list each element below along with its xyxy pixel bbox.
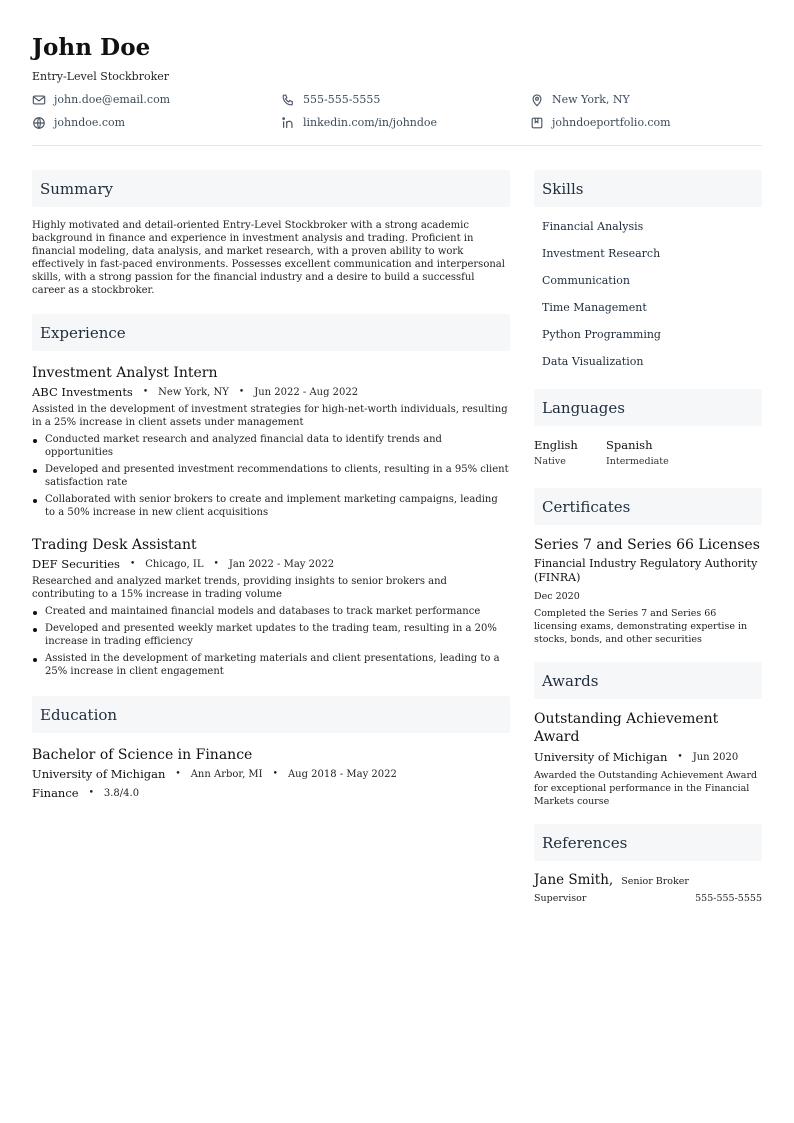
skill-chip: Financial Analysis [534, 215, 651, 238]
contact-linkedin-text: linkedin.com/in/johndoe [303, 116, 438, 129]
reference-phone: 555-555-5555 [695, 893, 762, 904]
contact-phone[interactable] [281, 93, 530, 106]
bullet-item: Developed and presented weekly market updates to the trading team, resulting in a 20% increase in trading efficiency [32, 622, 510, 648]
job-dates: Jun 2022 - Aug 2022 [254, 387, 359, 398]
language-item [534, 438, 606, 468]
skill-chip: Communication [534, 269, 638, 292]
education-heading: Education [32, 696, 510, 733]
contact-email-text: john.doe@email.com [54, 93, 171, 106]
education-dates: Aug 2018 - May 2022 [287, 769, 397, 780]
contact-location [530, 93, 762, 106]
reference-name: Jane Smith, [534, 872, 614, 888]
summary-heading: Summary [32, 170, 510, 207]
location-icon [530, 93, 544, 107]
award-description: Awarded the Outstanding Achievement Award for exceptional performance in the Financial Markets course [534, 770, 758, 807]
languages-list [534, 438, 762, 468]
separator-dot: • [175, 769, 181, 779]
bullet-item: Collaborated with senior brokers to create and implement marketing campaigns, leading to a 50% increase in new client acquisitions [32, 493, 510, 519]
separator-dot: • [129, 559, 136, 569]
skill-chip: Python Programming [534, 323, 669, 346]
job-location: Chicago, IL [145, 559, 204, 570]
bullet-item: Assisted in the development of marketing materials and client presentations, leading to a 25% increase in client engagement [32, 652, 510, 678]
separator-dot: • [142, 387, 149, 397]
header-divider [32, 145, 762, 146]
language-name: Spanish [606, 438, 653, 452]
award-issuer: University of Michigan [534, 750, 668, 764]
separator-dot: • [88, 788, 94, 798]
job-bullets [32, 433, 510, 519]
school-name: University of Michigan [32, 767, 166, 781]
contact-location-text: New York, NY [552, 93, 630, 106]
candidate-name: John Doe [32, 34, 151, 61]
contact-website-text: johndoe.com [54, 116, 126, 129]
reference-details [534, 893, 762, 904]
experience-heading: Experience [32, 314, 510, 351]
portfolio-icon [530, 116, 544, 130]
mail-icon [32, 93, 46, 107]
contact-list [32, 93, 762, 129]
separator-dot: • [272, 769, 278, 779]
reference-role: Senior Broker [621, 876, 689, 887]
job-description: Researched and analyzed market trends, providing insights to senior brokers and contributing to a 15% increase in trading volume [32, 576, 447, 600]
degree-title: Bachelor of Science in Finance [32, 747, 253, 763]
skill-chip: Data Visualization [534, 350, 651, 373]
contact-portfolio-text: johndoeportfolio.com [552, 116, 671, 129]
side-column [534, 170, 762, 904]
education-details [32, 787, 510, 800]
reference-relation: Supervisor [534, 893, 587, 904]
bullet-item: Conducted market research and analyzed financial data to identify trends and opportunities [32, 433, 510, 459]
job-bullets [32, 605, 510, 678]
contact-portfolio[interactable] [530, 116, 762, 129]
certificate-entry [534, 536, 762, 646]
job-dates: Jan 2022 - May 2022 [228, 559, 335, 570]
main-column [32, 170, 510, 800]
award-date: Jun 2020 [692, 752, 739, 763]
education-meta [32, 768, 510, 781]
job-title: Trading Desk Assistant [32, 537, 197, 553]
certificate-title: Series 7 and Series 66 Licenses [534, 537, 760, 553]
globe-icon [32, 116, 46, 130]
languages-heading: Languages [534, 389, 762, 426]
award-title: Outstanding Achievement Award [534, 711, 719, 745]
contact-linkedin[interactable] [281, 116, 530, 129]
job-location: New York, NY [158, 387, 229, 398]
job-meta [32, 386, 510, 399]
contact-email[interactable] [32, 93, 281, 106]
award-entry [534, 710, 762, 808]
resume-header [32, 34, 762, 146]
linkedin-icon [281, 116, 295, 130]
reference-header [534, 872, 762, 889]
award-meta [534, 751, 762, 764]
candidate-headline: Entry-Level Stockbroker [32, 70, 170, 83]
awards-heading: Awards [534, 662, 762, 699]
skills-heading: Skills [534, 170, 762, 207]
certificate-description: Completed the Series 7 and Series 66 licensing exams, demonstrating expertise in stocks, bonds, and other securities [534, 608, 748, 645]
contact-phone-text: 555-555-5555 [303, 93, 381, 106]
certificate-issuer: Financial Industry Regulatory Authority (FINRA) [534, 557, 758, 584]
separator-dot: • [677, 752, 683, 762]
language-level: Intermediate [606, 456, 669, 467]
experience-entry [32, 365, 510, 519]
language-item [606, 438, 678, 468]
job-meta [32, 558, 510, 571]
experience-entry [32, 537, 510, 678]
skills-list [534, 215, 762, 377]
reference-entry [534, 872, 762, 904]
summary-text: Highly motivated and detail-oriented Entry-Level Stockbroker with a strong academic background in finance and experience in investment analysis and trading. Proficient in financial modeling, data analysis, and market research, with a proven ability to work effectively in fast-paced environments. Possesses excellent communication and interpersonal skills, with a strong passion for the financial industry and a desire to build a successful career as a stockbroker. [32, 220, 505, 296]
language-name: English [534, 438, 578, 452]
bullet-item: Created and maintained financial models and databases to track market performance [32, 605, 510, 618]
certificates-heading: Certificates [534, 488, 762, 525]
education-entry [32, 747, 510, 800]
separator-dot: • [213, 559, 219, 569]
school-location: Ann Arbor, MI [190, 769, 263, 780]
job-title: Investment Analyst Intern [32, 365, 218, 381]
bullet-item: Developed and presented investment recommendations to clients, resulting in a 95% client satisfaction rate [32, 463, 510, 489]
skill-chip: Time Management [534, 296, 655, 319]
language-level: Native [534, 456, 566, 467]
certificate-date: Dec 2020 [534, 591, 580, 602]
separator-dot: • [238, 387, 245, 397]
company-name: DEF Securities [32, 557, 120, 571]
references-heading: References [534, 824, 762, 861]
gpa: 3.8/4.0 [103, 788, 140, 799]
skill-chip: Investment Research [534, 242, 668, 265]
company-name: ABC Investments [32, 385, 133, 399]
phone-icon [281, 93, 295, 107]
field-of-study: Finance [32, 786, 79, 800]
job-description: Assisted in the development of investment strategies for high-net-worth individuals, resulting in a 25% increase in client assets under management [32, 404, 508, 428]
contact-website[interactable] [32, 116, 281, 129]
